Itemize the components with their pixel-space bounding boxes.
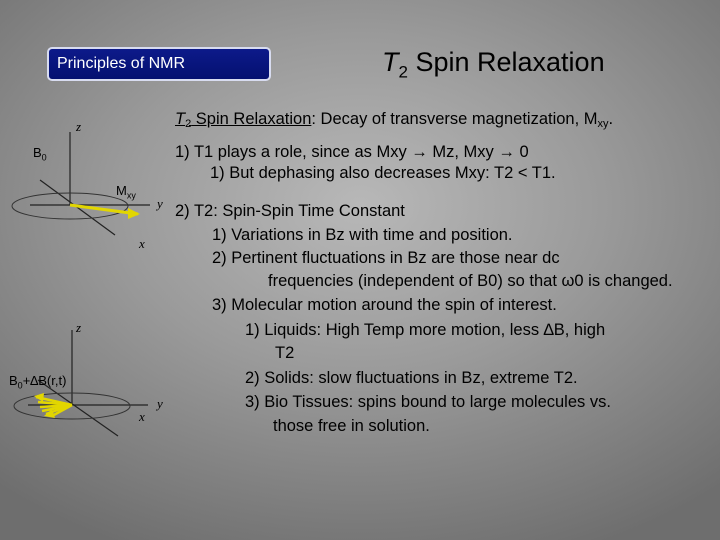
mxy-label <box>116 183 136 201</box>
section-badge: Principles of NMR <box>47 47 271 81</box>
title-t: T <box>382 47 399 77</box>
item-2-3-1-cont: T2 <box>275 344 295 362</box>
intro-t: T <box>175 110 186 128</box>
b0-label <box>33 145 47 163</box>
intro-t-sub: 2 <box>185 118 192 130</box>
item-2-2: 2) Pertinent fluctuations in Bz are those near dc <box>212 249 560 267</box>
mxy-arrowhead <box>128 208 140 219</box>
b-field-label <box>9 373 66 391</box>
intro-line <box>175 109 613 129</box>
intro-description: : Decay of transverse magnetization, M <box>311 110 598 128</box>
title-rest: Spin Relaxation <box>407 47 605 77</box>
item-2-3-3: 3) Bio Tissues: spins bound to large molecules vs. <box>245 393 611 411</box>
intro-heading: Spin Relaxation <box>191 110 312 128</box>
item-2-3-3-cont: those free in solution. <box>273 417 430 435</box>
top-y-label: y <box>157 196 163 211</box>
top-x-label: x <box>139 236 145 251</box>
intro-underlined <box>175 110 311 128</box>
item-1-1: 1) But dephasing also decreases Mxy: T2 < T1. <box>210 164 556 182</box>
bottom-x-label: x <box>139 409 145 424</box>
item-1: 1) T1 plays a role, since as Mxy → Mz, Mxy → 0 <box>175 143 529 161</box>
b-field-sub: 0 <box>17 380 23 391</box>
mxy-sub: xy <box>126 190 136 201</box>
b-field-text: B <box>9 373 18 388</box>
mxy-text: M <box>116 183 127 198</box>
item-2-1: 1) Variations in Bz with time and position. <box>212 226 513 244</box>
b0-sub: 0 <box>41 152 47 163</box>
b0-text: B <box>33 145 42 160</box>
intro-xy-sub: xy <box>597 118 609 130</box>
item-2-3: 3) Molecular motion around the spin of interest. <box>212 296 557 314</box>
item-2-3-1: 1) Liquids: High Temp more motion, less ∆B, high <box>245 321 606 339</box>
item-2-3-2: 2) Solids: slow fluctuations in Bz, extreme T2. <box>245 369 578 387</box>
dephasing-arrowhead-1 <box>34 393 44 402</box>
item-2-2-cont: frequencies (independent of B0) so that ω0 is changed. <box>268 272 673 290</box>
bottom-z-label: z <box>76 320 82 335</box>
item-2: 2) T2: Spin-Spin Time Constant <box>175 202 405 220</box>
title-sub: 2 <box>398 62 408 82</box>
top-z-label: z <box>76 119 82 134</box>
b-field-rest: +∆B(r,t) <box>22 373 67 388</box>
bottom-y-label: y <box>157 396 163 411</box>
intro-period: . <box>608 110 614 128</box>
